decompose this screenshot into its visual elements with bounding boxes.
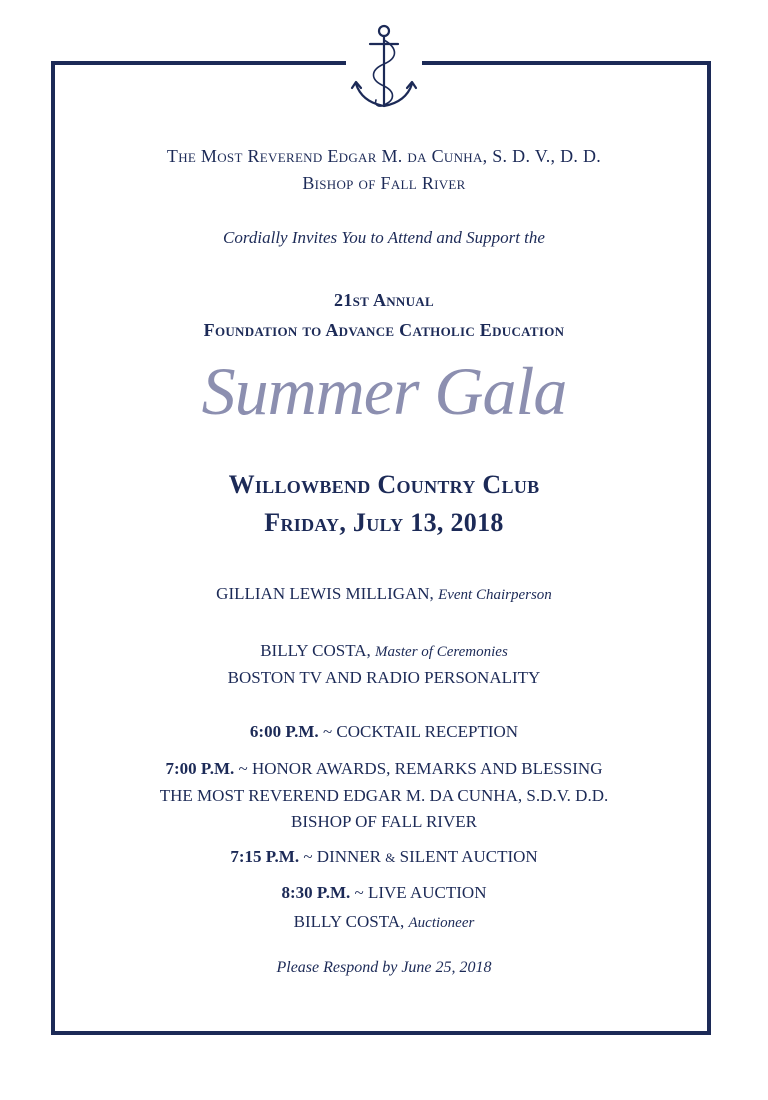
mc-role: Master of Ceremonies: [375, 644, 508, 660]
auctioneer-name: BILLY COSTA,: [293, 912, 409, 931]
chairperson-role: Event Chairperson: [438, 587, 552, 603]
schedule-awards: [0, 759, 768, 779]
mc-description: BOSTON TV AND RADIO PERSONALITY: [227, 668, 541, 687]
schedule-reception: [0, 722, 768, 742]
auction-text: ~ LIVE AUCTION: [350, 883, 487, 902]
dinner-time: 7:15 P.M.: [230, 847, 300, 866]
foundation-heading: Foundation to Advance Catholic Education: [203, 320, 565, 340]
host-title: Bishop of Fall River: [302, 173, 466, 193]
schedule-dinner: [0, 847, 768, 867]
venue-name: Willowbend Country Club: [228, 470, 540, 499]
chairperson-name: GILLIAN LEWIS MILLIGAN,: [216, 584, 434, 603]
mc-name: BILLY COSTA,: [260, 641, 371, 660]
schedule-auction: [0, 883, 768, 903]
rsvp-line: Please Respond by June 25, 2018: [276, 959, 492, 976]
master-of-ceremonies-line: [0, 641, 768, 661]
auctioneer-role: Auctioneer: [408, 915, 475, 931]
dinner-text: ~ DINNER: [299, 847, 386, 866]
chairperson-line: [0, 584, 768, 604]
invitation-line: Cordially Invites You to Attend and Support the: [223, 228, 545, 247]
annual-heading: 21st Annual: [334, 290, 434, 310]
awards-text: ~ HONOR AWARDS, REMARKS AND BLESSING: [234, 759, 603, 778]
event-title-script: Summer Gala: [201, 353, 567, 429]
reception-text: ~ COCKTAIL RECEPTION: [318, 722, 519, 741]
event-date: Friday, July 13, 2018: [264, 508, 504, 537]
dinner-ampersand: &: [385, 850, 396, 865]
anchor-icon: [346, 22, 422, 114]
auction-time: 8:30 P.M.: [281, 883, 351, 902]
auctioneer-line: [0, 912, 768, 932]
reception-time: 6:00 P.M.: [249, 722, 319, 741]
awards-presenter-title: BISHOP OF FALL RIVER: [291, 812, 477, 831]
dinner-text-after: SILENT AUCTION: [395, 847, 538, 866]
host-name: The Most Reverend Edgar M. da Cunha, S. D. V., D. D.: [166, 146, 602, 166]
awards-time: 7:00 P.M.: [165, 759, 235, 778]
awards-presenter: THE MOST REVEREND EDGAR M. DA CUNHA, S.D.V. D.D.: [159, 786, 609, 805]
